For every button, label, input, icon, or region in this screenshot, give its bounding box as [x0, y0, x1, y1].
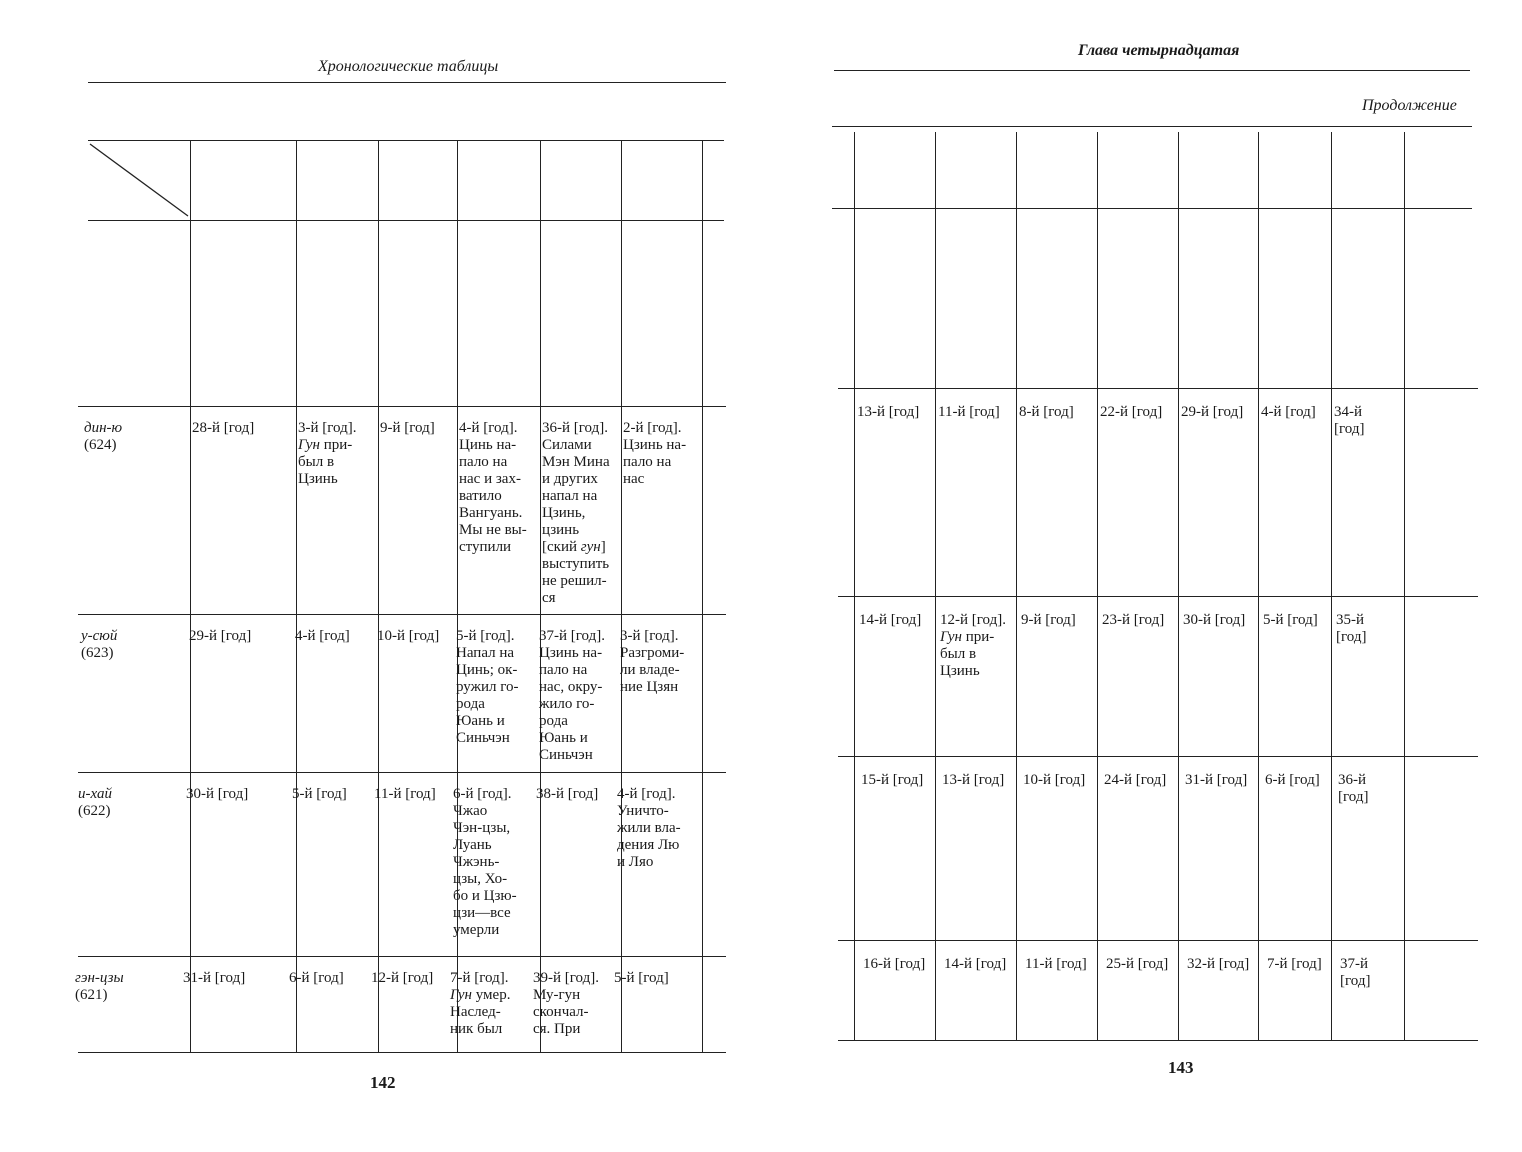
table-cell: 4-й [год] [1261, 404, 1316, 420]
table-cell: 29-й [год] [1181, 404, 1244, 420]
table-cell: 9-й [год] [1021, 612, 1076, 628]
column-rule [296, 140, 297, 1052]
table-cell: 37-й [год]. Цзинь на- пало на нас, окру- жило го- рода Юань и Синьчэн [539, 628, 605, 763]
table-cell: 3-й [год]. Разгроми- ли владе- ние Цзян [620, 628, 685, 695]
date-year: (621) [75, 987, 108, 1003]
column-rule [854, 132, 855, 1040]
table-header-rule [88, 220, 724, 221]
column-rule [702, 140, 703, 1052]
table-header-rule [832, 208, 1472, 209]
row-rule [78, 772, 726, 773]
table-cell: 24-й [год] [1104, 772, 1167, 788]
table-cell: 9-й [год] [380, 420, 435, 436]
date-cyclic-name: у-сюй [81, 628, 118, 644]
column-rule [1404, 132, 1405, 1040]
column-rule [621, 140, 622, 1052]
table-cell: 22-й [год] [1100, 404, 1163, 420]
table-cell: 11-й [год] [938, 404, 1000, 420]
date-year: (623) [81, 645, 114, 661]
continued-label: Продолжение [1362, 97, 1457, 114]
table-cell: 11-й [год] [1025, 956, 1087, 972]
table-cell: 29-й [год] [189, 628, 252, 644]
table-cell: 6-й [год]. Чжао Чэн-цзы, Луань Чжэнь- цзы, Хо- бо и Цзю- цзи—все умерли [453, 786, 517, 938]
table-cell: 35-й [год] [1336, 612, 1367, 645]
row-date [78, 786, 112, 820]
table-cell: 16-й [год] [863, 956, 926, 972]
header-rule [88, 82, 726, 83]
table-cell: 13-й [год] [857, 404, 920, 420]
date-cyclic-name: гэн-цзы [75, 970, 124, 986]
table-cell: 10-й [год] [1023, 772, 1086, 788]
table-cell: 32-й [год] [1187, 956, 1250, 972]
date-year: (624) [84, 437, 117, 453]
column-rule [1258, 132, 1259, 1040]
column-rule [1016, 132, 1017, 1040]
table-cell: 34-й [год] [1334, 404, 1365, 437]
table-cell: 5-й [год] [292, 786, 347, 802]
table-cell: 8-й [год] [1019, 404, 1074, 420]
header-rule [834, 70, 1470, 71]
table-cell: 15-й [год] [861, 772, 924, 788]
left-page [0, 0, 760, 1152]
row-rule [78, 1052, 726, 1053]
table-cell: 3-й [год]. Гун при- был в Цзинь [298, 420, 357, 487]
page-number: 142 [370, 1073, 396, 1092]
table-cell: 25-й [год] [1106, 956, 1169, 972]
column-rule [1178, 132, 1179, 1040]
table-cell: 37-й [год] [1340, 956, 1371, 989]
table-cell: 12-й [год]. Гун при- был в Цзинь [940, 612, 1006, 679]
table-cell: 14-й [год] [859, 612, 922, 628]
row-rule [78, 956, 726, 957]
table-cell: 6-й [год] [289, 970, 344, 986]
table-cell: 7-й [год]. Гун умер. Наслед- ник был [450, 970, 511, 1037]
table-cell: 10-й [год] [377, 628, 440, 644]
table-cell: 5-й [год] [1263, 612, 1318, 628]
row-rule [78, 406, 726, 407]
date-cyclic-name: дин-ю [84, 420, 123, 436]
table-cell: 12-й [год] [371, 970, 434, 986]
row-rule [838, 388, 1478, 389]
date-cyclic-name: и-хай [78, 786, 112, 802]
table-cell: 7-й [год] [1267, 956, 1322, 972]
table-cell: 4-й [год]. Уничто- жили вла- дения Лю и Ляо [617, 786, 681, 870]
table-cell: 39-й [год]. Му-гун скончал- ся. При [533, 970, 599, 1037]
row-rule [838, 596, 1478, 597]
row-rule [838, 756, 1478, 757]
table-cell: 38-й [год] [536, 786, 599, 802]
table-cell: 30-й [год] [186, 786, 249, 802]
table-cell: 14-й [год] [944, 956, 1007, 972]
corner-diagonal [88, 140, 190, 220]
table-cell: 6-й [год] [1265, 772, 1320, 788]
table-cell: 28-й [год] [192, 420, 255, 436]
table-cell: 2-й [год]. Цзинь на- пало на нас [623, 420, 687, 487]
row-rule [838, 940, 1478, 941]
date-year: (622) [78, 803, 111, 819]
table-cell: 31-й [год] [183, 970, 246, 986]
table-cell: 36-й [год]. Силами Мэн Мина и других напал на Цзинь, цзинь [ский гун] выступить не решил- ся [542, 420, 610, 606]
column-rule [1097, 132, 1098, 1040]
column-rule [540, 140, 541, 1052]
page-number: 143 [1168, 1058, 1194, 1077]
row-date [81, 628, 117, 662]
row-rule [78, 614, 726, 615]
column-rule [935, 132, 936, 1040]
row-rule [838, 1040, 1478, 1041]
running-head: Глава четырнадцатая [1078, 42, 1240, 59]
running-head: Хронологические таблицы [318, 58, 499, 75]
table-cell: 4-й [год] [295, 628, 350, 644]
table-cell: 13-й [год] [942, 772, 1005, 788]
table-cell: 4-й [год]. Цинь на- пало на нас и зах- ватило Вангуань. Мы не вы- ступили [459, 420, 527, 555]
table-cell: 36-й [год] [1338, 772, 1369, 805]
row-date [75, 970, 124, 1004]
column-rule [190, 140, 191, 1052]
row-date [84, 420, 122, 454]
table-cell: 5-й [год] [614, 970, 669, 986]
table-cell: 5-й [год]. Напал на Цинь; ок- ружил го- рода Юань и Синьчэн [456, 628, 519, 746]
table-cell: 23-й [год] [1102, 612, 1165, 628]
right-page [760, 0, 1522, 1152]
table-cell: 11-й [год] [374, 786, 436, 802]
column-rule [1331, 132, 1332, 1040]
table-cell: 30-й [год] [1183, 612, 1246, 628]
table-cell: 31-й [год] [1185, 772, 1248, 788]
column-rule [378, 140, 379, 1052]
table-top-rule [832, 126, 1472, 127]
